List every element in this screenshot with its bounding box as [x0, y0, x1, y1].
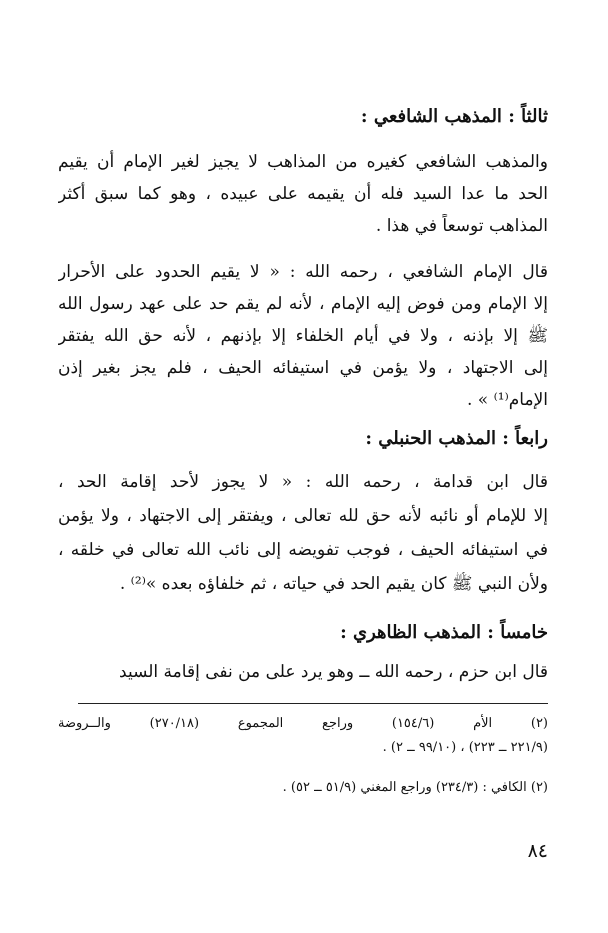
text-line: الإمام⁽¹⁾ » . — [466, 390, 548, 410]
text-line: والمذهب الشافعي كغيره من المذاهب لا يجيز لغير الإمام أن يقيم — [58, 152, 548, 172]
text-line: قال ابن حزم ، رحمه الله ــ وهو يرد على من نفى إقامة السيد — [119, 662, 548, 682]
page-number: ٨٤ — [527, 840, 548, 862]
text-line: إلا الإمام ومن فوض إليه الإمام ، لأنه لم يقم حد على عهد رسول الله — [58, 294, 548, 314]
text-line: ﷺ إلا بإذنه ، ولا في أيام الخلفاء إلا بإذنهم ، لأنه حق الله يفتقر — [58, 326, 548, 346]
text-line: ولأن النبي ﷺ كان يقيم الحد في حياته ، ثم خلفاؤه بعده »⁽²⁾ . — [119, 574, 548, 594]
section-heading-hanbali: رابعاً : المذهب الحنبلي : — [365, 428, 548, 449]
section-heading-shafii: ثالثاً : المذهب الشافعي : — [360, 106, 548, 127]
footnote-separator — [78, 703, 548, 704]
footnote-line: (٢) الكافي : (٢٣٤/٣) وراجع المغني (٥١/٩ ــ ٥٢) . — [282, 780, 548, 795]
section-heading-zahiri: خامساً : المذهب الظاهري : — [340, 622, 548, 643]
footnote-line: (٢) الأم (١٥٤/٦) وراجع المجموع (٢٧٠/١٨) والــروضة — [58, 716, 548, 731]
text-line: قال الإمام الشافعي ، رحمه الله : « لا يقيم الحدود على الأحرار — [58, 262, 548, 282]
text-line: إلا للإمام أو نائبه لأنه حق لله تعالى ، ويفتقر إلى الاجتهاد ، ولا يؤمن — [58, 506, 548, 526]
text-line: في استيفائه الحيف ، فوجب تفويضه إلى نائب الله تعالى في خلقه ، — [58, 540, 548, 560]
footnote-line: (٢٢١/٩ ــ ٢٢٣) ، (٩٩/١٠ ــ ٢) . — [382, 740, 548, 755]
text-line: الحد ما عدا السيد فله أن يقيمه على عبيده ، وهو كما سبق أكثر — [58, 184, 548, 204]
text-line: المذاهب توسعاً في هذا . — [375, 216, 548, 236]
text-line: قال ابن قدامة ، رحمه الله : « لا يجوز لأحد إقامة الحد ، — [58, 472, 548, 492]
text-line: إلى الاجتهاد ، ولا يؤمن في استيفائه الحيف ، فلم يجز بغير إذن — [58, 358, 548, 378]
